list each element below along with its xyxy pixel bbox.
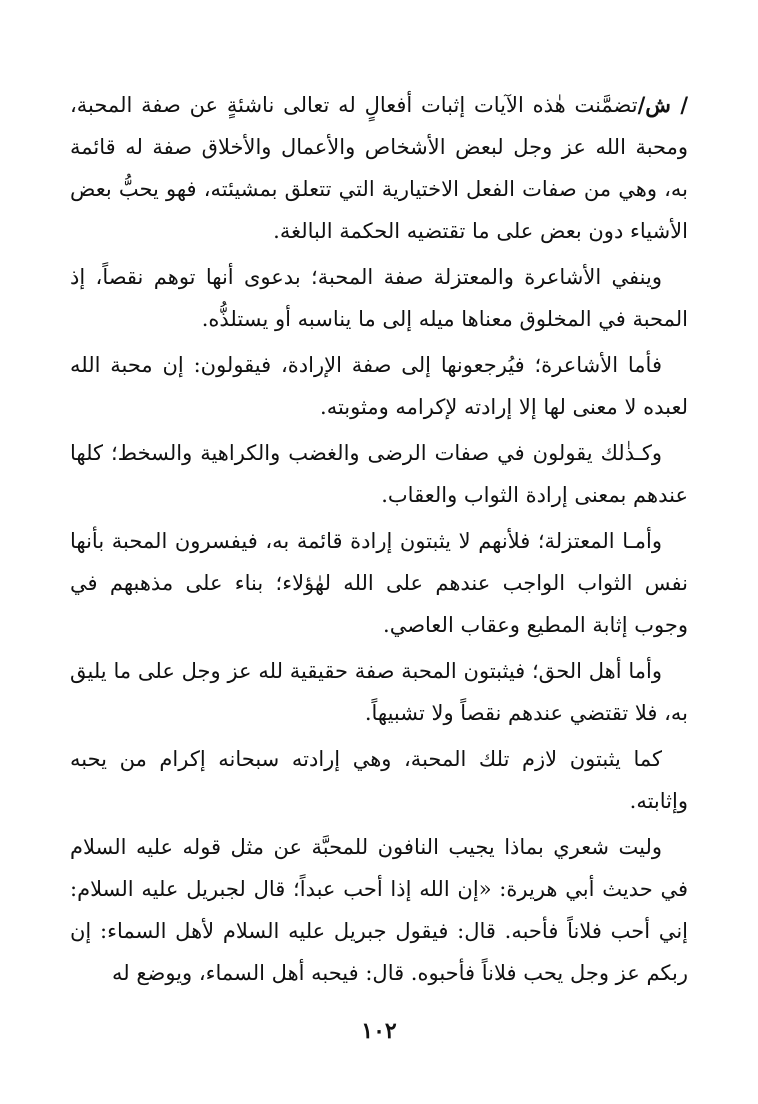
paragraph-1	[70, 84, 688, 252]
document-page	[70, 84, 688, 998]
paragraph-5: وأمـا المعتزلة؛ فلأنهم لا يثبتون إرادة قائمة به، فيفسرون المحبة بأنها نفس الثواب الواجب عندهم على الله لهٰؤلاء؛ بناء على مذهبهم في وجوب إثابة المطيع وعقاب العاصي.	[70, 529, 688, 637]
paragraph-1-text: تضمَّنت هٰذه الآيات إثبات أفعالٍ له تعالى ناشئةٍ عن صفة المحبة، ومحبة الله عز وجل لبعض الأشخاص والأعمال والأخلاق صفة له قائمة به، وهي من صفات الفعل الاختيارية التي تتعلق بمشيئته، فهو يحبُّ بعض الأشياء دون بعض على ما تقتضيه الحكمة البالغة.	[70, 93, 688, 243]
paragraph-4: وكـذٰلك يقولون في صفات الرضى والغضب والكراهية والسخط؛ كلها عندهم بمعنى إرادة الثواب والعقاب.	[70, 441, 688, 507]
paragraph-7: كما يثبتون لازم تلك المحبة، وهي إرادته سبحانه إكرام من يحبه وإثابته.	[70, 747, 688, 813]
commentary-marker: / ش/	[637, 92, 688, 117]
page-number: ١٠٢	[361, 1018, 397, 1044]
paragraph-6: وأما أهل الحق؛ فيثبتون المحبة صفة حقيقية لله عز وجل على ما يليق به، فلا تقتضي عندهم نقصاً ولا تشبيهاً.	[70, 659, 688, 725]
paragraph-3: فأما الأشاعرة؛ فيُرجعونها إلى صفة الإرادة، فيقولون: إن محبة الله لعبده لا معنى لها إلا إرادته لإكرامه ومثوبته.	[70, 353, 688, 419]
paragraph-2: وينفي الأشاعرة والمعتزلة صفة المحبة؛ بدعوى أنها توهم نقصاً، إذ المحبة في المخلوق معناها ميله إلى ما يناسبه أو يستلذُّه.	[70, 265, 688, 331]
paragraph-8: وليت شعري بماذا يجيب النافون للمحبَّة عن مثل قوله عليه السلام في حديث أبي هريرة: «إن الله إذا أحب عبداً؛ قال لجبريل عليه السلام: إني أحب فلاناً فأحبه. قال: فيقول جبريل عليه السلام لأهل السماء: إن ربكم عز وجل يحب فلاناً فأحبوه. قال: فيحبه أهل السماء، ويوضع له	[70, 835, 688, 985]
